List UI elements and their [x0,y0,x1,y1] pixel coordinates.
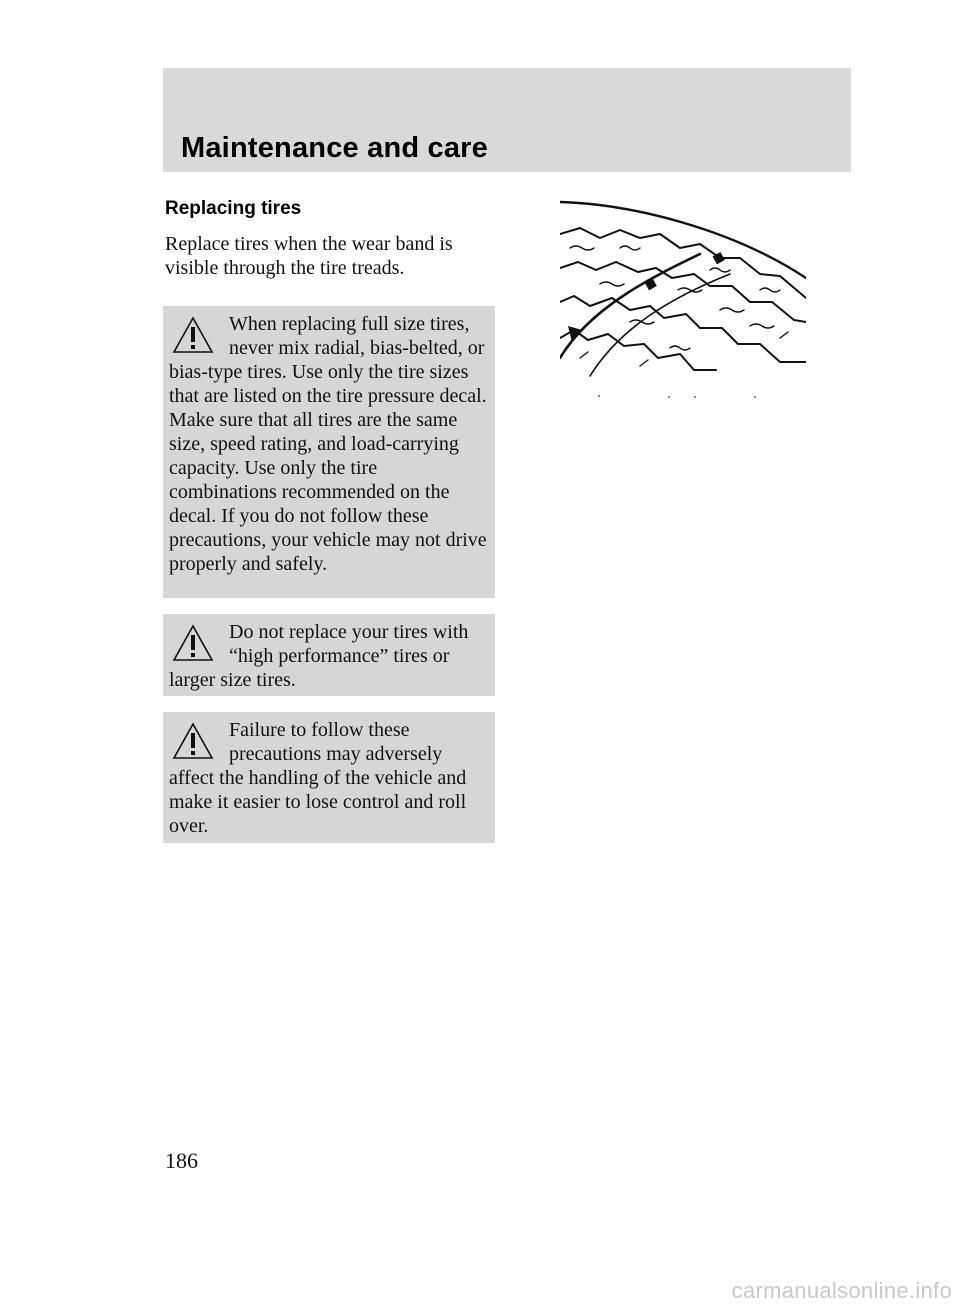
page-number: 186 [165,1148,198,1173]
page-title: Maintenance and care [181,132,488,164]
warning-text: Do not replace your tires with “high performance” tires or larger size tires. [169,621,469,691]
intro-paragraph: Replace tires when the wear band is visible through the tire treads. [165,233,453,279]
warning-box-handling [163,712,495,843]
warning-triangle-icon [171,314,215,358]
tire-tread-illustration [560,198,806,378]
warning-triangle-icon [171,720,215,764]
warning-text: When replacing full size tires, never mix radial, bias-belted, or bias-type tires. Use only the tire sizes that are listed on the tire pressure decal. Make sure that all tires are the same size, speed rating, and load-carrying capacity. Use only the tire combinations recommended on the decal. If you do not follow these precautions, your vehicle may not drive properly and safely. [169,313,487,575]
warning-text: Failure to follow these precautions may adversely affect the handling of the vehicle and make it easier to lose control and roll over. [169,719,467,837]
warning-triangle-icon [171,622,215,666]
warning-box-mixing-tires [163,306,495,598]
warning-box-high-performance [163,614,495,696]
watermark: carmanualsonline.info [731,1278,952,1303]
figure-code-marks [598,394,758,400]
section-heading: Replacing tires [165,198,302,219]
